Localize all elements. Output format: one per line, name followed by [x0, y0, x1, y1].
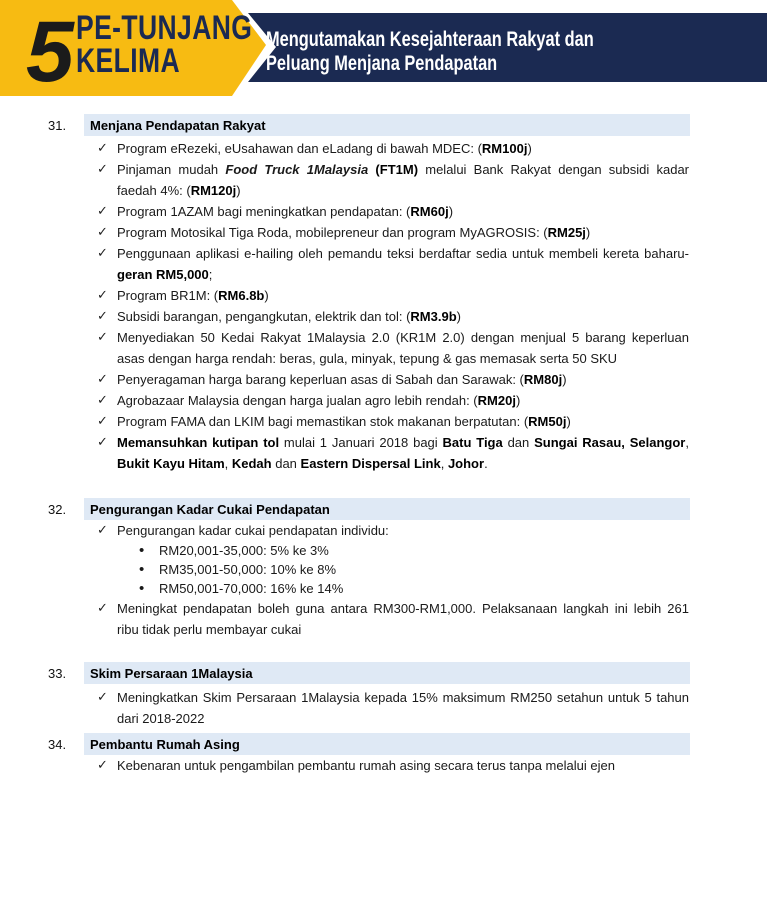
section-number: 33. [48, 666, 67, 681]
list-item: ✓ Program Motosikal Tiga Roda, mobilepreneur dan program MyAGROSIS: (RM25j) [117, 222, 689, 243]
section-34 [0, 733, 767, 776]
check-list [0, 138, 767, 474]
section-header [48, 733, 690, 755]
pillar-banner [0, 0, 767, 100]
list-item: ✓ Meningkatkan Skim Persaraan 1Malaysia kepada 15% maksimum RM250 setahun untuk 5 tahun dari 2018-2022 [117, 687, 689, 729]
list-item: ✓ Program BR1M: (RM6.8b) [117, 285, 689, 306]
pillar-title-line2: KELIMA [76, 42, 180, 80]
section-32 [0, 498, 767, 640]
section-title: Skim Persaraan 1Malaysia [90, 666, 253, 681]
list-item: ✓ Meningkat pendapatan boleh guna antara RM300-RM1,000. Pelaksanaan langkah ini lebih 261 ribu tidak perlu membayar cukai [117, 598, 689, 640]
pillar-title [76, 9, 253, 80]
list-item: ✓ Agrobazaar Malaysia dengan harga jualan agro lebih rendah: (RM20j) [117, 390, 689, 411]
section-title: Pembantu Rumah Asing [90, 737, 240, 752]
section-title: Pengurangan Kadar Cukai Pendapatan [90, 502, 330, 517]
list-item: ✓ Penyeragaman harga barang keperluan asas di Sabah dan Sarawak: (RM80j) [117, 369, 689, 390]
check-list [0, 520, 767, 640]
section-number: 34. [48, 737, 67, 752]
bullet-list [117, 541, 689, 598]
list-item: ✓ Program eRezeki, eUsahawan dan eLadang di bawah MDEC: (RM100j) [117, 138, 689, 159]
pillar-subtitle-line1: Mengutamakan Kesejahteraan Rakyat dan [266, 28, 594, 51]
section-header [48, 662, 690, 684]
section-title: Menjana Pendapatan Rakyat [90, 118, 266, 133]
list-item: ✓ Program FAMA dan LKIM bagi memastikan stok makanan berpatutan: (RM50j) [117, 411, 689, 432]
bullet-item: • RM50,001-70,000: 16% ke 14% [159, 579, 689, 598]
document-body [0, 114, 767, 776]
list-item: ✓ Pinjaman mudah Food Truck 1Malaysia (FT1M) melalui Bank Rakyat dengan subsidi kadar faedah 4%: (RM120j) [117, 159, 689, 201]
list-item: ✓ Kebenaran untuk pengambilan pembantu rumah asing secara terus tanpa melalui ejen [117, 755, 689, 776]
bullet-item: • RM35,001-50,000: 10% ke 8% [159, 560, 689, 579]
section-header [48, 114, 690, 136]
pillar-subtitle [266, 28, 594, 76]
list-item: ✓ Penggunaan aplikasi e-hailing oleh pemandu teksi berdaftar sedia untuk membeli kereta baharu- geran RM5,000; [117, 243, 689, 285]
list-item: ✓ Program 1AZAM bagi meningkatkan pendapatan: (RM60j) [117, 201, 689, 222]
check-list [0, 755, 767, 776]
section-number: 32. [48, 502, 67, 517]
list-item: ✓ Pengurangan kadar cukai pendapatan individu: • RM20,001-35,000: 5% ke 3% • RM35,001-50,000: 10% ke 8% • RM50,001-70,000: 16% ke 14% [117, 520, 689, 598]
pillar-subtitle-line2: Peluang Menjana Pendapatan [266, 52, 498, 75]
list-item: ✓ Subsidi barangan, pengangkutan, elektrik dan tol: (RM3.9b) [117, 306, 689, 327]
list-item: ✓ Memansuhkan kutipan tol mulai 1 Januari 2018 bagi Batu Tiga dan Sungai Rasau, Selangor, Bukit Kayu Hitam, Kedah dan Eastern Dispersal Link, Johor. [117, 432, 689, 474]
list-item: ✓ Menyediakan 50 Kedai Rakyat 1Malaysia 2.0 (KR1M 2.0) dengan menjual 5 barang keperluan asas dengan harga rendah: beras, gula, minyak, tepung & gas memasak serta 50 SKU [117, 327, 689, 369]
bullet-item: • RM20,001-35,000: 5% ke 3% [159, 541, 689, 560]
section-number: 31. [48, 118, 67, 133]
section-header [48, 498, 690, 520]
check-list [0, 687, 767, 729]
pillar-title-line1: PE-TUNJANG [76, 9, 253, 47]
section-33 [0, 662, 767, 729]
pillar-number: 5 [26, 4, 74, 100]
section-31 [0, 114, 767, 474]
